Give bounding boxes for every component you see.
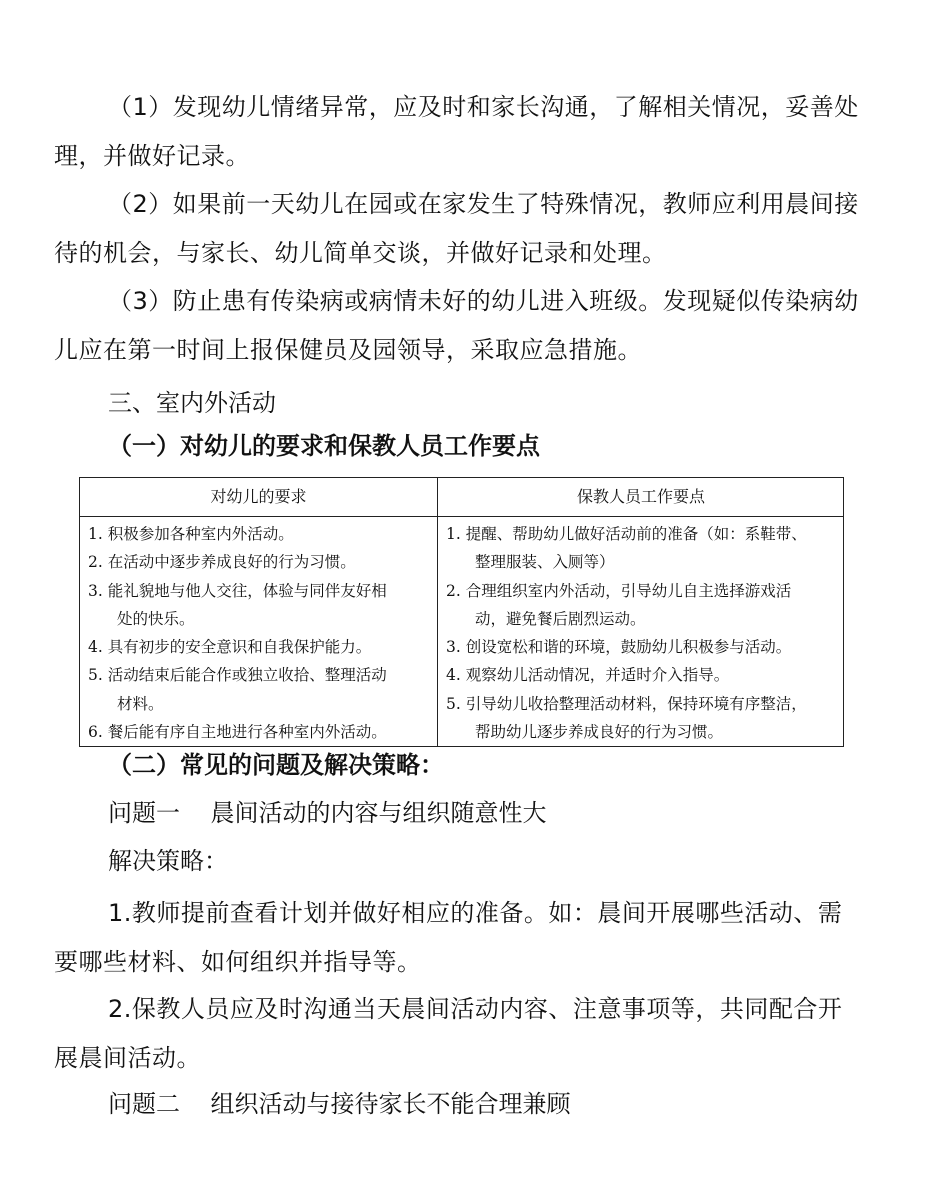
strategy-text: 2.保教人员应及时沟通当天晨间活动内容、注意事项等，共同配合开展晨间活动。 [54,995,843,1072]
table-header-divider [80,516,843,517]
table-cell-line: 2. 在活动中逐步养成良好的行为习惯。 [88,553,356,572]
strategy-item-2 [54,985,864,1083]
table-cell-line: 4. 观察幼儿活动情况，并适时介入指导。 [446,666,730,685]
table-cell-line: 3. 创设宽松和谐的环境，鼓励幼儿积极参与活动。 [446,638,792,657]
table-cell-line: 3. 能礼貌地与他人交往，体验与同伴友好相 [88,581,387,600]
paragraph-text: （3）防止患有传染病或病情未好的幼儿进入班级。发现疑似传染病幼儿应在第一时间上报保健员及园领导，采取应急措施。 [54,287,859,364]
requirements-table [79,477,844,747]
problem-title-2: 问题二 组织活动与接待家长不能合理兼顾 [108,1090,571,1118]
paragraph-item-3 [54,277,864,375]
table-column-divider [437,478,438,746]
table-cell-line: 2. 合理组织室内外活动，引导幼儿自主选择游戏活 [446,581,792,600]
table-cell-line: 整理服装、入厕等） [475,553,615,572]
table-cell-line: 1. 提醒、帮助幼儿做好活动前的准备（如：系鞋带、 [446,525,807,543]
table-column-right [446,520,807,746]
paragraph-item-2 [54,180,864,278]
paragraph-item-1 [54,83,864,181]
table-cell-line: 4. 具有初步的安全意识和自我保护能力。 [88,638,372,657]
section-title: 三、室内外活动 [108,389,276,417]
subsection-title-2: （二）常见的问题及解决策略： [108,751,444,779]
table-cell-line: 帮助幼儿逐步养成良好的行为习惯。 [475,723,724,742]
paragraph-text: （2）如果前一天幼儿在园或在家发生了特殊情况，教师应利用晨间接待的机会，与家长、幼儿简单交谈，并做好记录和处理。 [54,190,859,267]
table-header-left: 对幼儿的要求 [210,487,307,506]
table-cell-line: 材料。 [117,694,164,713]
table-cell-line: 1. 积极参加各种室内外活动。 [88,525,294,543]
table-cell-line: 5. 活动结束后能合作或独立收拾、整理活动 [88,666,387,685]
table-column-left [88,520,387,746]
problem-title-1: 问题一 晨间活动的内容与组织随意性大 [108,799,547,827]
strategy-item-1 [54,889,864,987]
subsection-title-1: （一）对幼儿的要求和保教人员工作要点 [108,432,540,460]
table-cell-line: 处的快乐。 [117,609,195,628]
table-cell-line: 6. 餐后能有序自主地进行各种室内外活动。 [88,723,387,742]
table-header-right: 保教人员工作要点 [576,487,705,506]
table-cell-line: 动，避免餐后剧烈运动。 [475,609,646,628]
table-cell-line: 5. 引导幼儿收拾整理活动材料，保持环境有序整洁， [446,694,807,713]
strategy-text: 1.教师提前查看计划并做好相应的准备。如：晨间开展哪些活动、需要哪些材料、如何组织并指导等。 [54,899,843,976]
strategy-label: 解决策略： [108,847,228,875]
paragraph-text: （1）发现幼儿情绪异常，应及时和家长沟通，了解相关情况，妥善处理，并做好记录。 [54,93,859,170]
